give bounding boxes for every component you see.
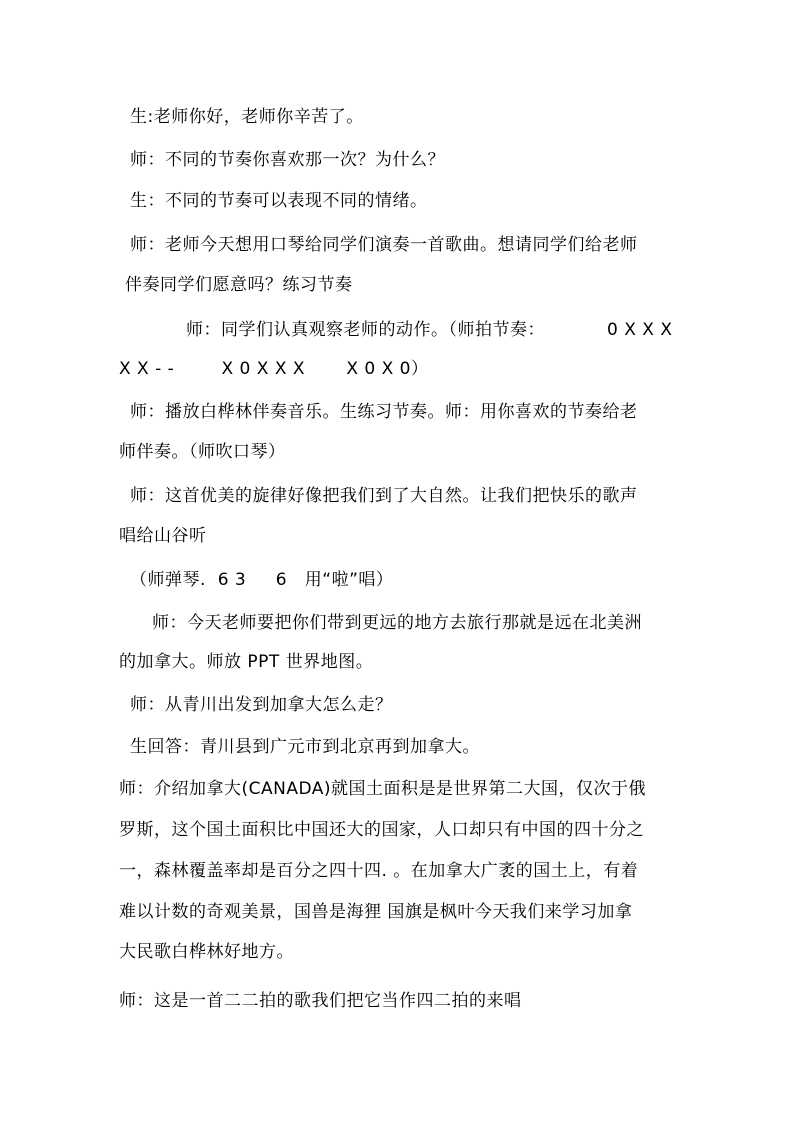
dialogue-line: 师：介绍加拿大(CANADA)就国土面积是是世界第二大国，仅次于俄 [119, 779, 647, 799]
dialogue-line: 一，森林覆盖率却是百分之四十四. 。在加拿大广袤的国土上，有着 [119, 861, 639, 881]
dialogue-line: 生：不同的节奏可以表现不同的情绪。 [130, 191, 428, 211]
dialogue-line: 师：同学们认真观察老师的动作。（师拍节奏： [186, 320, 545, 340]
dialogue-line: 师：播放白桦林伴奏音乐。生练习节奏。师：用你喜欢的节奏给老 [130, 402, 638, 422]
dialogue-line: 生:老师你好，老师你辛苦了。 [130, 107, 364, 127]
dialogue-line: 罗斯，这个国土面积比中国还大的国家，人口却只有中国的四十分之 [119, 820, 644, 840]
dialogue-line: 唱给山谷听 [119, 526, 207, 546]
dialogue-line: 大民歌白桦林好地方。 [119, 942, 294, 962]
dialogue-line: 师：这是一首二二拍的歌我们把它当作四二拍的来唱 [119, 991, 522, 1011]
dialogue-line: 师：今天老师要把你们带到更远的地方去旅行那就是远在北美洲 [152, 613, 642, 633]
dialogue-line: 生回答：青川县到广元市到北京再到加拿大。 [130, 737, 480, 757]
dialogue-line: 师：这首优美的旋律好像把我们到了大自然。让我们把快乐的歌声 [130, 486, 638, 506]
dialogue-line: 师：不同的节奏你喜欢那一次？为什么？ [130, 150, 445, 170]
dialogue-line: 伴奏同学们愿意吗？练习节奏 [125, 275, 353, 295]
dialogue-line: 难以计数的奇观美景，国兽是海狸 国旗是枫叶今天我们来学习加拿 [119, 902, 633, 922]
dialogue-line: 师：从青川出发到加拿大怎么走？ [130, 695, 393, 715]
rhythm-notation: 0 X X X [607, 320, 673, 340]
rhythm-notation: X X - - X 0 X X X X 0 X 0） [119, 359, 429, 379]
dialogue-line: （师弹琴. 6 3 6 用“啦”唱） [130, 570, 394, 590]
dialogue-line: 的加拿大。师放 PPT 世界地图。 [119, 652, 374, 672]
dialogue-line: 师：老师今天想用口琴给同学们演奏一首歌曲。想请同学们给老师 [130, 235, 638, 255]
dialogue-line: 师伴奏。（师吹口琴） [119, 442, 286, 462]
